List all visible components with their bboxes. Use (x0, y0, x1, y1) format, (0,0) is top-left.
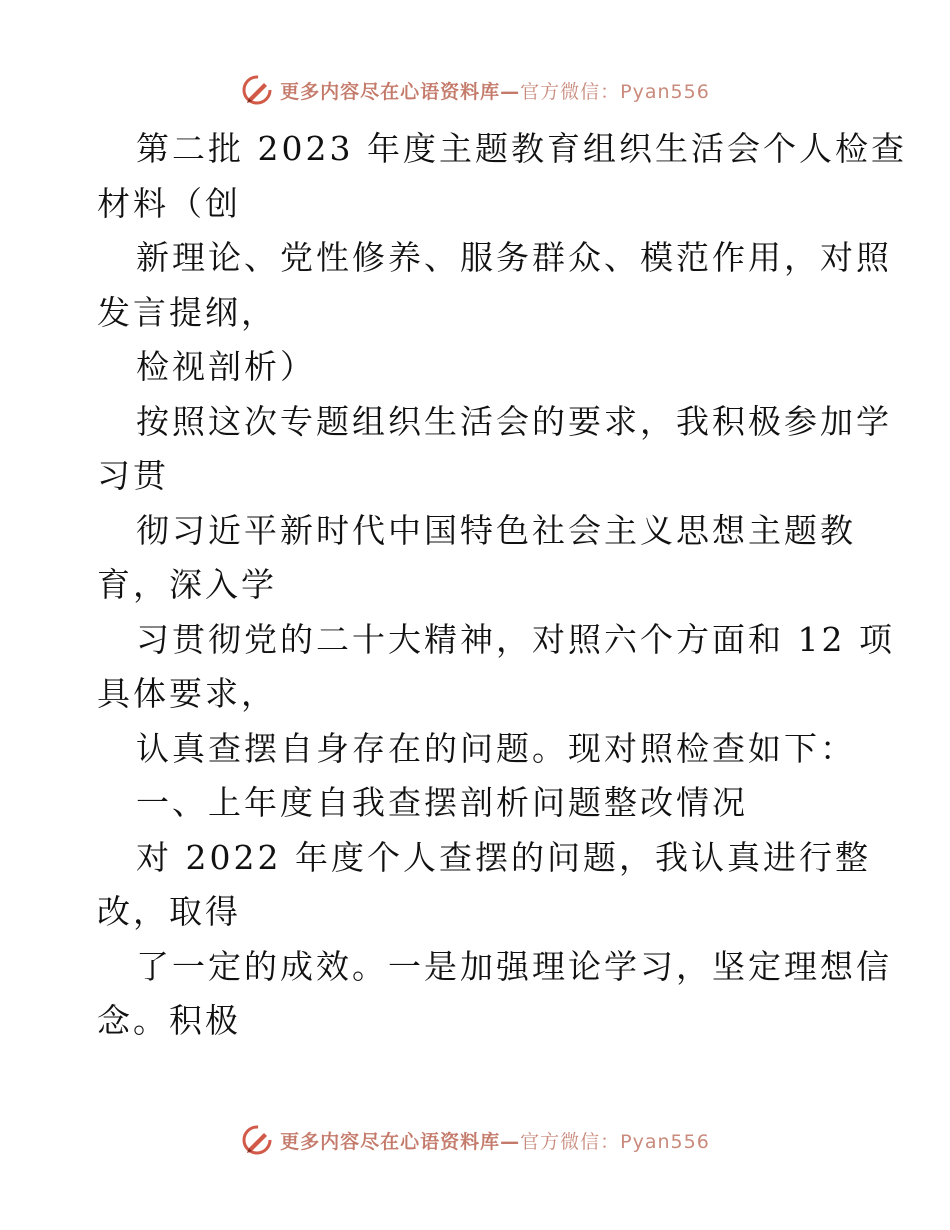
text-line: 了一定的成效。一是加强理论学习，坚定理想信 (136, 946, 892, 986)
text-line: 材料（创 (97, 183, 241, 223)
banner-wechat-text: 官方微信：Pyan556 (520, 1130, 710, 1153)
text-line: 习贯 (97, 456, 169, 495)
footer-banner (0, 1120, 950, 1160)
text-line: 改，取得 (97, 892, 241, 931)
banner-separator: — (500, 80, 521, 103)
text-line: 新理论、党性修养、服务群众、模范作用，对照 (136, 238, 892, 277)
text-line: 对 2022 年度个人查摆的问题，我认真进行整 (136, 837, 871, 877)
banner-wechat-text: 官方微信：Pyan556 (520, 80, 710, 103)
text-line: 育，深入学 (97, 565, 277, 604)
text-line: 习贯彻党的二十大精神，对照六个方面和 12 项 (136, 619, 895, 659)
text-line: 检视剖析） (136, 347, 316, 386)
banner-text (280, 1127, 710, 1154)
text-line: 按照这次专题组织生活会的要求，我积极参加学 (136, 401, 892, 441)
banner-text (280, 77, 710, 104)
text-line: 彻习近平新时代中国特色社会主义思想主题教 (136, 510, 856, 550)
text-line: 具体要求， (97, 674, 277, 713)
text-line: 发言提纲， (97, 292, 277, 332)
pen-swirl-logo-icon (240, 1123, 274, 1157)
document-body (97, 122, 907, 1049)
text-line: 念。积极 (97, 1001, 241, 1040)
pen-swirl-logo-icon (240, 73, 274, 107)
text-line: 认真查摆自身存在的问题。现对照检查如下： (136, 728, 856, 768)
banner-main-text: 更多内容尽在心语资料库 (280, 80, 501, 103)
banner-separator: — (500, 1130, 521, 1153)
section-heading: 一、上年度自我查摆剖析问题整改情况 (136, 783, 748, 822)
banner-main-text: 更多内容尽在心语资料库 (280, 1130, 501, 1153)
text-line: 第二批 2023 年度主题教育组织生活会个人检查 (136, 129, 907, 168)
header-banner (0, 70, 950, 110)
